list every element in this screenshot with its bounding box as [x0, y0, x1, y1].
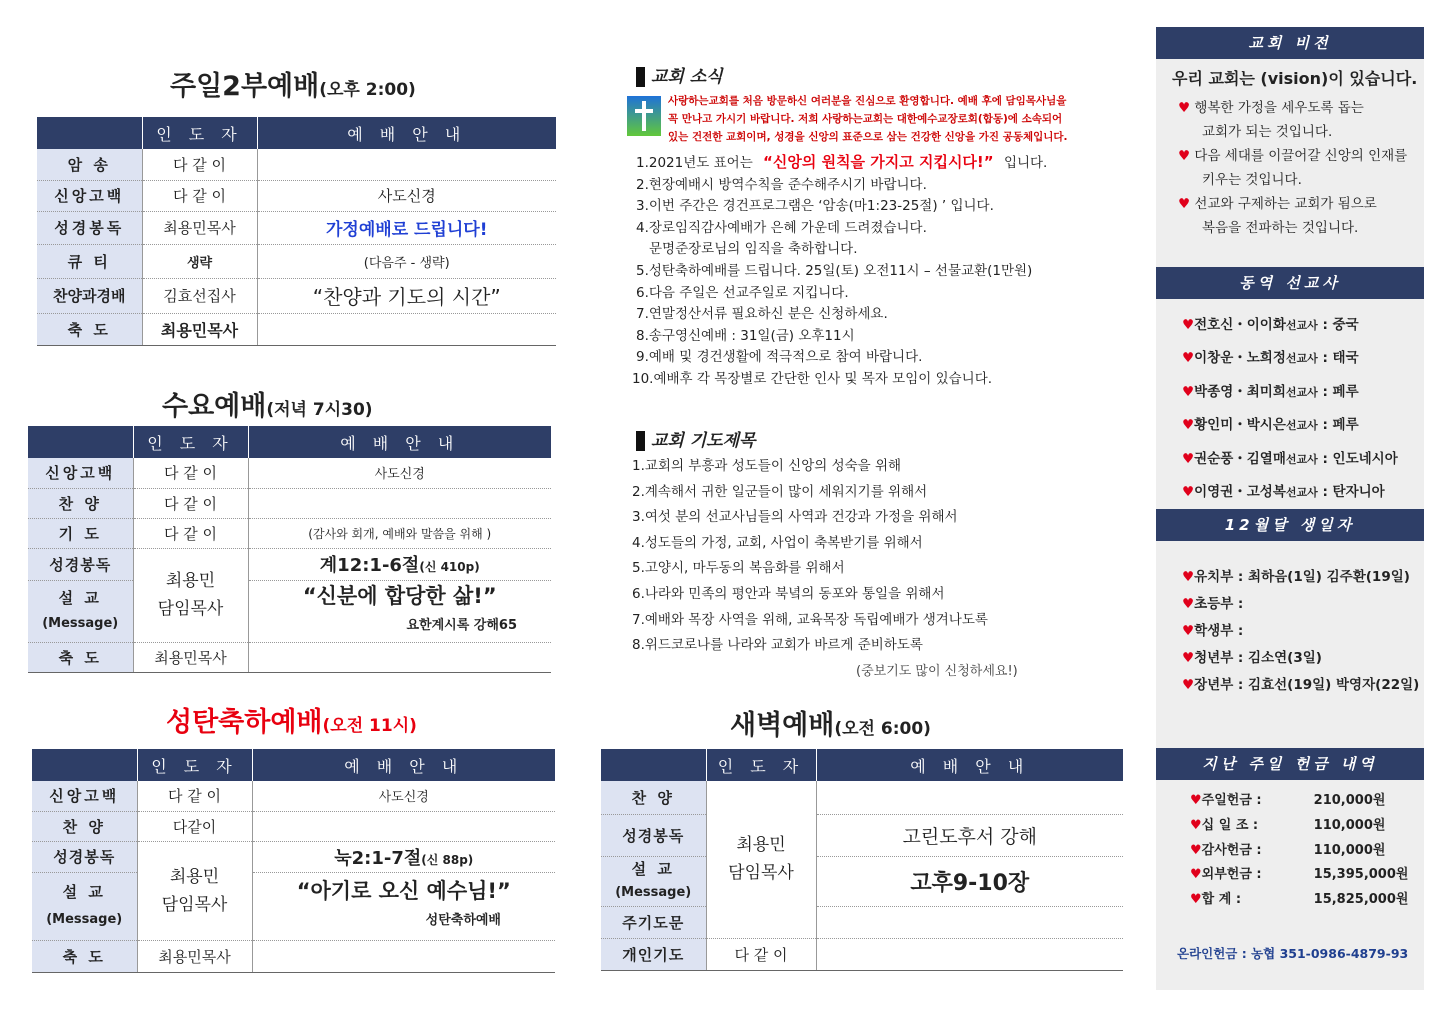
- list-item: [1190, 814, 1408, 839]
- row-content: [816, 781, 1123, 814]
- verse-page: (신 88p): [421, 852, 474, 867]
- sermon-sub-label: (Message): [46, 912, 123, 927]
- table-row: [28, 518, 551, 548]
- list-item: 3.이번 주간은 경건프로그램은 ‘암송(마1:23-25절) ’ 입니다.: [636, 198, 994, 215]
- missionary-country: : 페루: [1322, 383, 1359, 400]
- row-leader: 다 같 이: [142, 149, 257, 180]
- birthday-item: 초등부 :: [1194, 596, 1244, 612]
- sermon-sub-label: (Message): [42, 616, 119, 631]
- missionary-names: 황인미・박시은: [1194, 417, 1286, 434]
- row-label: 기 도: [28, 518, 133, 548]
- row-content: [248, 642, 551, 672]
- table-row: [32, 781, 555, 811]
- missionary-role: 선교사: [1285, 452, 1318, 466]
- sermon-label: 설 교: [631, 860, 675, 878]
- list-item: [1182, 409, 1398, 442]
- table-row: [32, 841, 555, 872]
- row-leader: 다 같 이: [706, 938, 816, 970]
- list-item: [632, 152, 1047, 175]
- row-label: [601, 856, 706, 906]
- missionary-role: 선교사: [1285, 352, 1318, 366]
- dawn-title: 새벽예배(오전 6:00): [730, 710, 931, 741]
- row-leader: 최용민목사: [137, 940, 252, 972]
- heart-icon: ♥: [1190, 892, 1202, 908]
- row-label: 찬 양: [601, 781, 706, 814]
- list-item: [1182, 309, 1398, 342]
- online-offering-account: 온라인헌금 : 농협 351-0986-4879-93: [1177, 946, 1409, 961]
- preacher-name: 최용민: [169, 866, 220, 887]
- verse: 계12:1-6절: [319, 555, 420, 576]
- header-content: 예 배 안 내: [816, 749, 1123, 781]
- row-label: 신앙고백: [32, 781, 137, 811]
- prayer-title: 교회 기도제목: [651, 431, 756, 451]
- preacher-cell: [137, 841, 252, 940]
- sermon-title: “신분에 합당한 삶!”: [302, 584, 497, 608]
- vision-item-line: 다음 세대를 이끌어갈 신앙의 인재를: [1194, 148, 1408, 164]
- vision-intro: 우리 교회는 (vision)이 있습니다.: [1172, 69, 1418, 88]
- table-row: [28, 548, 551, 580]
- list-item: [1178, 96, 1407, 120]
- list-item: 4.성도들의 가정, 교회, 사업이 축복받기를 위해서: [632, 534, 923, 551]
- preacher-name: 최용민: [736, 835, 786, 856]
- table-row: [32, 940, 555, 972]
- table-row: [37, 244, 556, 278]
- row-leader: 다 같 이: [133, 518, 248, 548]
- intro-line: 있는 건전한 교회이며, 성경을 신앙의 표준으로 삼는 건강한 신앙을 가진 공동체입니다.: [668, 131, 1068, 143]
- list-item: 6.다음 주일은 선교주일로 지킵니다.: [636, 284, 849, 301]
- offering-label: 외부헌금 :: [1201, 867, 1262, 883]
- heart-icon: ♥: [1182, 417, 1195, 434]
- vision-item-line: 선교와 구제하는 교회가 됨으로: [1194, 196, 1377, 212]
- list-item-continued: 키우는 것입니다.: [1202, 172, 1302, 188]
- sermon-title: “아기로 오신 예수님!”: [296, 879, 511, 903]
- news-list: [632, 152, 1047, 391]
- row-content: [252, 940, 555, 972]
- list-item: 8.송구영신예배 : 31일(금) 오후11시: [636, 327, 855, 344]
- list-item: [1190, 789, 1408, 814]
- row-label: 축 도: [28, 642, 133, 672]
- news-title: 교회 소식: [651, 67, 723, 87]
- table-row: [601, 814, 1123, 856]
- row-label: 암 송: [37, 149, 142, 180]
- verse: 눅2:1-7절: [334, 847, 422, 869]
- sermon-sub-label: (Message): [615, 885, 692, 900]
- row-content: (다음주 - 생략): [257, 244, 556, 278]
- row-leader: 다같이: [137, 811, 252, 841]
- list-item: 9.예배 및 경건생활에 적극적으로 참여 바랍니다.: [636, 349, 923, 366]
- missionary-names: 권순풍・김열매: [1194, 450, 1286, 467]
- header-leader: 인 도 자: [133, 426, 248, 458]
- row-leader: 다 같 이: [133, 488, 248, 518]
- header-leader: 인 도 자: [137, 749, 252, 781]
- header-blank: [32, 749, 137, 781]
- intro-line: 사랑하는교회를 처음 방문하신 여러분을 진심으로 환영합니다. 예배 후에 담임목사님을: [668, 95, 1067, 107]
- row-label: 성경봉독: [601, 814, 706, 856]
- list-item: 1.교회의 부흥과 성도들이 신앙의 성숙을 위해: [632, 458, 902, 474]
- row-label: 축 도: [37, 313, 142, 345]
- sermon-series: 고린도후서 강해: [816, 814, 1123, 856]
- missionary-list: [1182, 309, 1398, 509]
- missionary-country: : 탄자니아: [1322, 484, 1385, 501]
- list-item: [1182, 618, 1419, 645]
- missionary-country: : 중국: [1322, 317, 1359, 333]
- heart-icon: ♥: [1190, 793, 1202, 808]
- list-item: [1182, 591, 1419, 618]
- row-label: [28, 580, 133, 642]
- row-leader: 최용민목사: [142, 211, 257, 244]
- table-row: [37, 278, 556, 313]
- missionary-country: : 인도네시아: [1322, 450, 1398, 467]
- list-item: [1182, 476, 1398, 509]
- table-row: [37, 180, 556, 211]
- prayer-heading: [636, 426, 755, 451]
- birthday-item: 학생부 :: [1194, 623, 1244, 639]
- verse-cell: [252, 841, 555, 872]
- row-content: (감사와 회개, 예배와 말씀을 위해 ): [248, 518, 551, 548]
- header-blank: [601, 749, 706, 781]
- row-label: 성경봉독: [28, 548, 133, 580]
- header-content: 예 배 안 내: [257, 117, 556, 149]
- offering-amount: 110,000원: [1313, 817, 1386, 833]
- heading-marker-icon: [636, 431, 645, 451]
- heart-icon: ♥: [1190, 842, 1202, 858]
- list-item: 문명준장로님의 임직을 축하합니다.: [649, 241, 858, 258]
- intro-line: 꼭 만나고 가시기 바랍니다. 저희 사랑하는교회는 대한예수교장로회(합동)에 소속되어: [668, 113, 1063, 125]
- table-row: [28, 488, 551, 518]
- verse-page: (신 410p): [419, 560, 480, 574]
- list-item-continued: 교회가 되는 것입니다.: [1202, 124, 1333, 140]
- birthdays-heading: 12월달 생일자: [1156, 509, 1424, 541]
- missionary-country: : 태국: [1322, 350, 1359, 367]
- heart-icon: ♥: [1182, 317, 1195, 333]
- table-row: [28, 458, 551, 488]
- sermon-series: 요한계시록 강해65: [406, 618, 517, 633]
- list-item: [1190, 839, 1408, 864]
- prayer-note: (중보기도 많이 신청하세요!): [856, 664, 1018, 679]
- preacher-title: 담임목사: [161, 894, 228, 915]
- row-leader: 생략: [142, 244, 257, 278]
- sermon-cell: [252, 872, 555, 940]
- row-label: 축 도: [32, 940, 137, 972]
- list-item: 5.고양시, 마두동의 복음화를 위해서: [632, 560, 845, 577]
- list-item: [1182, 443, 1398, 476]
- table-row: [32, 872, 555, 940]
- row-content: [257, 149, 556, 180]
- list-item: [1178, 144, 1407, 168]
- list-item: 7.예배와 목장 사역을 위해, 교육목장 독립예배가 생겨나도록: [632, 611, 988, 628]
- row-label: 주기도문: [601, 906, 706, 938]
- sunday2-title: 주일2부예배(오후 2:00): [170, 71, 416, 102]
- list-item: 8.위드코로나를 나라와 교회가 바르게 준비하도록: [632, 637, 923, 654]
- sermon-label: 설 교: [58, 589, 102, 607]
- list-item: [1182, 564, 1419, 591]
- heart-icon: ♥: [1182, 350, 1195, 367]
- heart-icon: ♥: [1190, 867, 1202, 883]
- cross-icon: [627, 96, 661, 136]
- missionary-country: : 페루: [1322, 417, 1359, 434]
- offering-amount: 210,000원: [1313, 793, 1386, 808]
- missionary-names: 전호신・이이화: [1194, 317, 1286, 333]
- vision-item-line: 행복한 가정을 세우도록 돕는: [1194, 100, 1364, 116]
- preacher-cell: [706, 781, 816, 938]
- heart-icon: ♥: [1182, 596, 1195, 612]
- table-row: [28, 642, 551, 672]
- heart-icon: ♥: [1178, 196, 1191, 212]
- heart-icon: ♥: [1182, 650, 1195, 666]
- offering-label: 합 계 :: [1201, 892, 1242, 908]
- row-content: 사도신경: [248, 458, 551, 488]
- vision-heading: 교회 비전: [1156, 27, 1424, 59]
- table-row: [601, 906, 1123, 938]
- offering-amount: 15,825,000원: [1313, 892, 1409, 908]
- wednesday-table: [28, 426, 551, 673]
- offering-label: 주일헌금 :: [1201, 793, 1262, 808]
- list-item: 2.현장예배시 방역수칙을 준수해주시기 바랍니다.: [636, 176, 927, 193]
- row-content: [257, 313, 556, 345]
- list-item: 6.나라와 민족의 평안과 북녘의 동포와 통일을 위해서: [632, 585, 945, 602]
- offering-amount: 110,000원: [1313, 842, 1386, 858]
- offering-label: 십 일 조 :: [1201, 817, 1259, 833]
- preacher-title: 담임목사: [157, 599, 224, 619]
- row-label: [32, 872, 137, 940]
- birthday-item: 유치부 : 최하음(1일) 김주환(19일): [1194, 569, 1410, 585]
- christmas-title: 성탄축하예배(오전 11시): [166, 707, 417, 738]
- heart-icon: ♥: [1182, 677, 1195, 693]
- list-item: 5.성탄축하예배를 드립니다. 25일(토) 오전11시 – 선물교환(1만원): [636, 262, 1033, 279]
- header-leader: 인 도 자: [706, 749, 816, 781]
- missionary-role: 선교사: [1285, 385, 1318, 399]
- row-label: 성경봉독: [37, 211, 142, 244]
- list-item: [1182, 645, 1419, 672]
- row-label: 찬양과경배: [37, 278, 142, 313]
- table-row: [601, 856, 1123, 906]
- header-content: 예 배 안 내: [252, 749, 555, 781]
- row-content: 가정예배로 드립니다!: [257, 211, 556, 244]
- row-content: [816, 906, 1123, 938]
- prayer-list: [632, 454, 988, 659]
- heart-icon: ♥: [1178, 100, 1191, 116]
- row-content: “찬양과 기도의 시간”: [257, 278, 556, 313]
- sermon-chapter: 고후9-10장: [816, 856, 1123, 906]
- list-item: [1190, 888, 1408, 913]
- row-content: 사도신경: [252, 781, 555, 811]
- header-blank: [28, 426, 133, 458]
- header-content: 예 배 안 내: [248, 426, 551, 458]
- sunday2-table: [37, 117, 556, 346]
- dawn-table: [601, 749, 1123, 971]
- list-item: 10.예배후 각 목장별로 간단한 인사 및 목자 모임이 있습니다.: [632, 370, 993, 387]
- table-row: [37, 149, 556, 180]
- heart-icon: ♥: [1182, 623, 1195, 639]
- row-label: 신앙고백: [28, 458, 133, 488]
- table-row: [37, 211, 556, 244]
- missionary-role: 선교사: [1285, 319, 1318, 332]
- heart-icon: ♥: [1182, 569, 1195, 585]
- birthday-list: [1182, 564, 1419, 699]
- heading-marker-icon: [636, 67, 645, 87]
- heart-icon: ♥: [1182, 484, 1195, 501]
- news-intro: [668, 92, 1108, 146]
- row-leader: 최용민목사: [142, 313, 257, 345]
- offering-amount: 15,395,000원: [1313, 867, 1409, 883]
- list-item: [1182, 672, 1419, 699]
- row-content: [252, 811, 555, 841]
- heart-icon: ♥: [1178, 148, 1191, 164]
- offering-heading: 지난 주일 헌금 내역: [1156, 748, 1424, 780]
- heart-icon: ♥: [1182, 450, 1195, 467]
- news-item-suffix: 입니다.: [1003, 155, 1048, 171]
- missionary-role: 선교사: [1285, 486, 1318, 500]
- row-label: 신앙고백: [37, 180, 142, 211]
- row-label: 큐 티: [37, 244, 142, 278]
- list-item: 3.여섯 분의 선교사님들의 사역과 건강과 가정을 위해서: [632, 509, 958, 526]
- christmas-table: [32, 749, 555, 973]
- row-label: 찬 양: [32, 811, 137, 841]
- preacher-name: 최용민: [165, 571, 216, 591]
- row-leader: 김효선집사: [142, 278, 257, 313]
- list-item: 2.계속해서 귀한 일군들이 많이 세워지기를 위해서: [632, 483, 928, 500]
- row-label: 찬 양: [28, 488, 133, 518]
- news-motto: “신앙의 원칙을 가지고 지킵시다!”: [763, 153, 994, 171]
- sermon-series: 성탄축하예배: [425, 913, 501, 928]
- news-heading: [636, 62, 723, 87]
- vision-list: [1178, 96, 1407, 240]
- missionary-names: 박종영・최미희: [1194, 383, 1286, 400]
- row-label: 성경봉독: [32, 841, 137, 872]
- preacher-cell: [133, 548, 248, 642]
- missionary-names: 이창운・노희정: [1194, 350, 1286, 367]
- list-item: [1178, 192, 1407, 216]
- table-row: [37, 313, 556, 345]
- table-row: [32, 811, 555, 841]
- row-leader: 다 같 이: [137, 781, 252, 811]
- row-content: 사도신경: [257, 180, 556, 211]
- offering-list: [1190, 789, 1408, 913]
- table-row: [28, 580, 551, 642]
- table-row: [601, 938, 1123, 970]
- offering-label: 감사헌금 :: [1201, 842, 1262, 858]
- heart-icon: ♥: [1190, 817, 1202, 833]
- row-leader: 다 같 이: [142, 180, 257, 211]
- header-leader: 인 도 자: [142, 117, 257, 149]
- sermon-cell: [248, 580, 551, 642]
- list-item: [1182, 376, 1398, 409]
- birthday-item: 청년부 : 김소연(3일): [1194, 650, 1322, 666]
- missionary-role: 선교사: [1285, 419, 1318, 433]
- row-leader: 다 같 이: [133, 458, 248, 488]
- row-label: 개인기도: [601, 938, 706, 970]
- row-content: [816, 938, 1123, 970]
- missionaries-heading: 동역 선교사: [1156, 267, 1424, 299]
- header-blank: [37, 117, 142, 149]
- sermon-label: 설 교: [62, 883, 106, 901]
- table-row: [601, 781, 1123, 814]
- news-item-prefix: 1.2021년도 표어는: [636, 155, 753, 171]
- heart-icon: ♥: [1182, 383, 1195, 400]
- wednesday-title: 수요예배(저녁 7시30): [162, 391, 373, 422]
- row-content: [248, 488, 551, 518]
- list-item: 4.장로임직감사예배가 은혜 가운데 드려졌습니다.: [636, 219, 927, 236]
- list-item-continued: 복음을 전파하는 것입니다.: [1202, 220, 1359, 236]
- list-item: [1182, 342, 1398, 375]
- birthday-item: 장년부 : 김효선(19일) 박영자(22일): [1194, 677, 1420, 693]
- list-item: 7.연말정산서류 필요하신 분은 신청하세요.: [636, 306, 888, 323]
- row-leader: 최용민목사: [133, 642, 248, 672]
- missionary-names: 이영권・고성복: [1194, 484, 1286, 501]
- list-item: [1190, 863, 1408, 888]
- preacher-title: 담임목사: [728, 863, 794, 884]
- verse-cell: [248, 548, 551, 580]
